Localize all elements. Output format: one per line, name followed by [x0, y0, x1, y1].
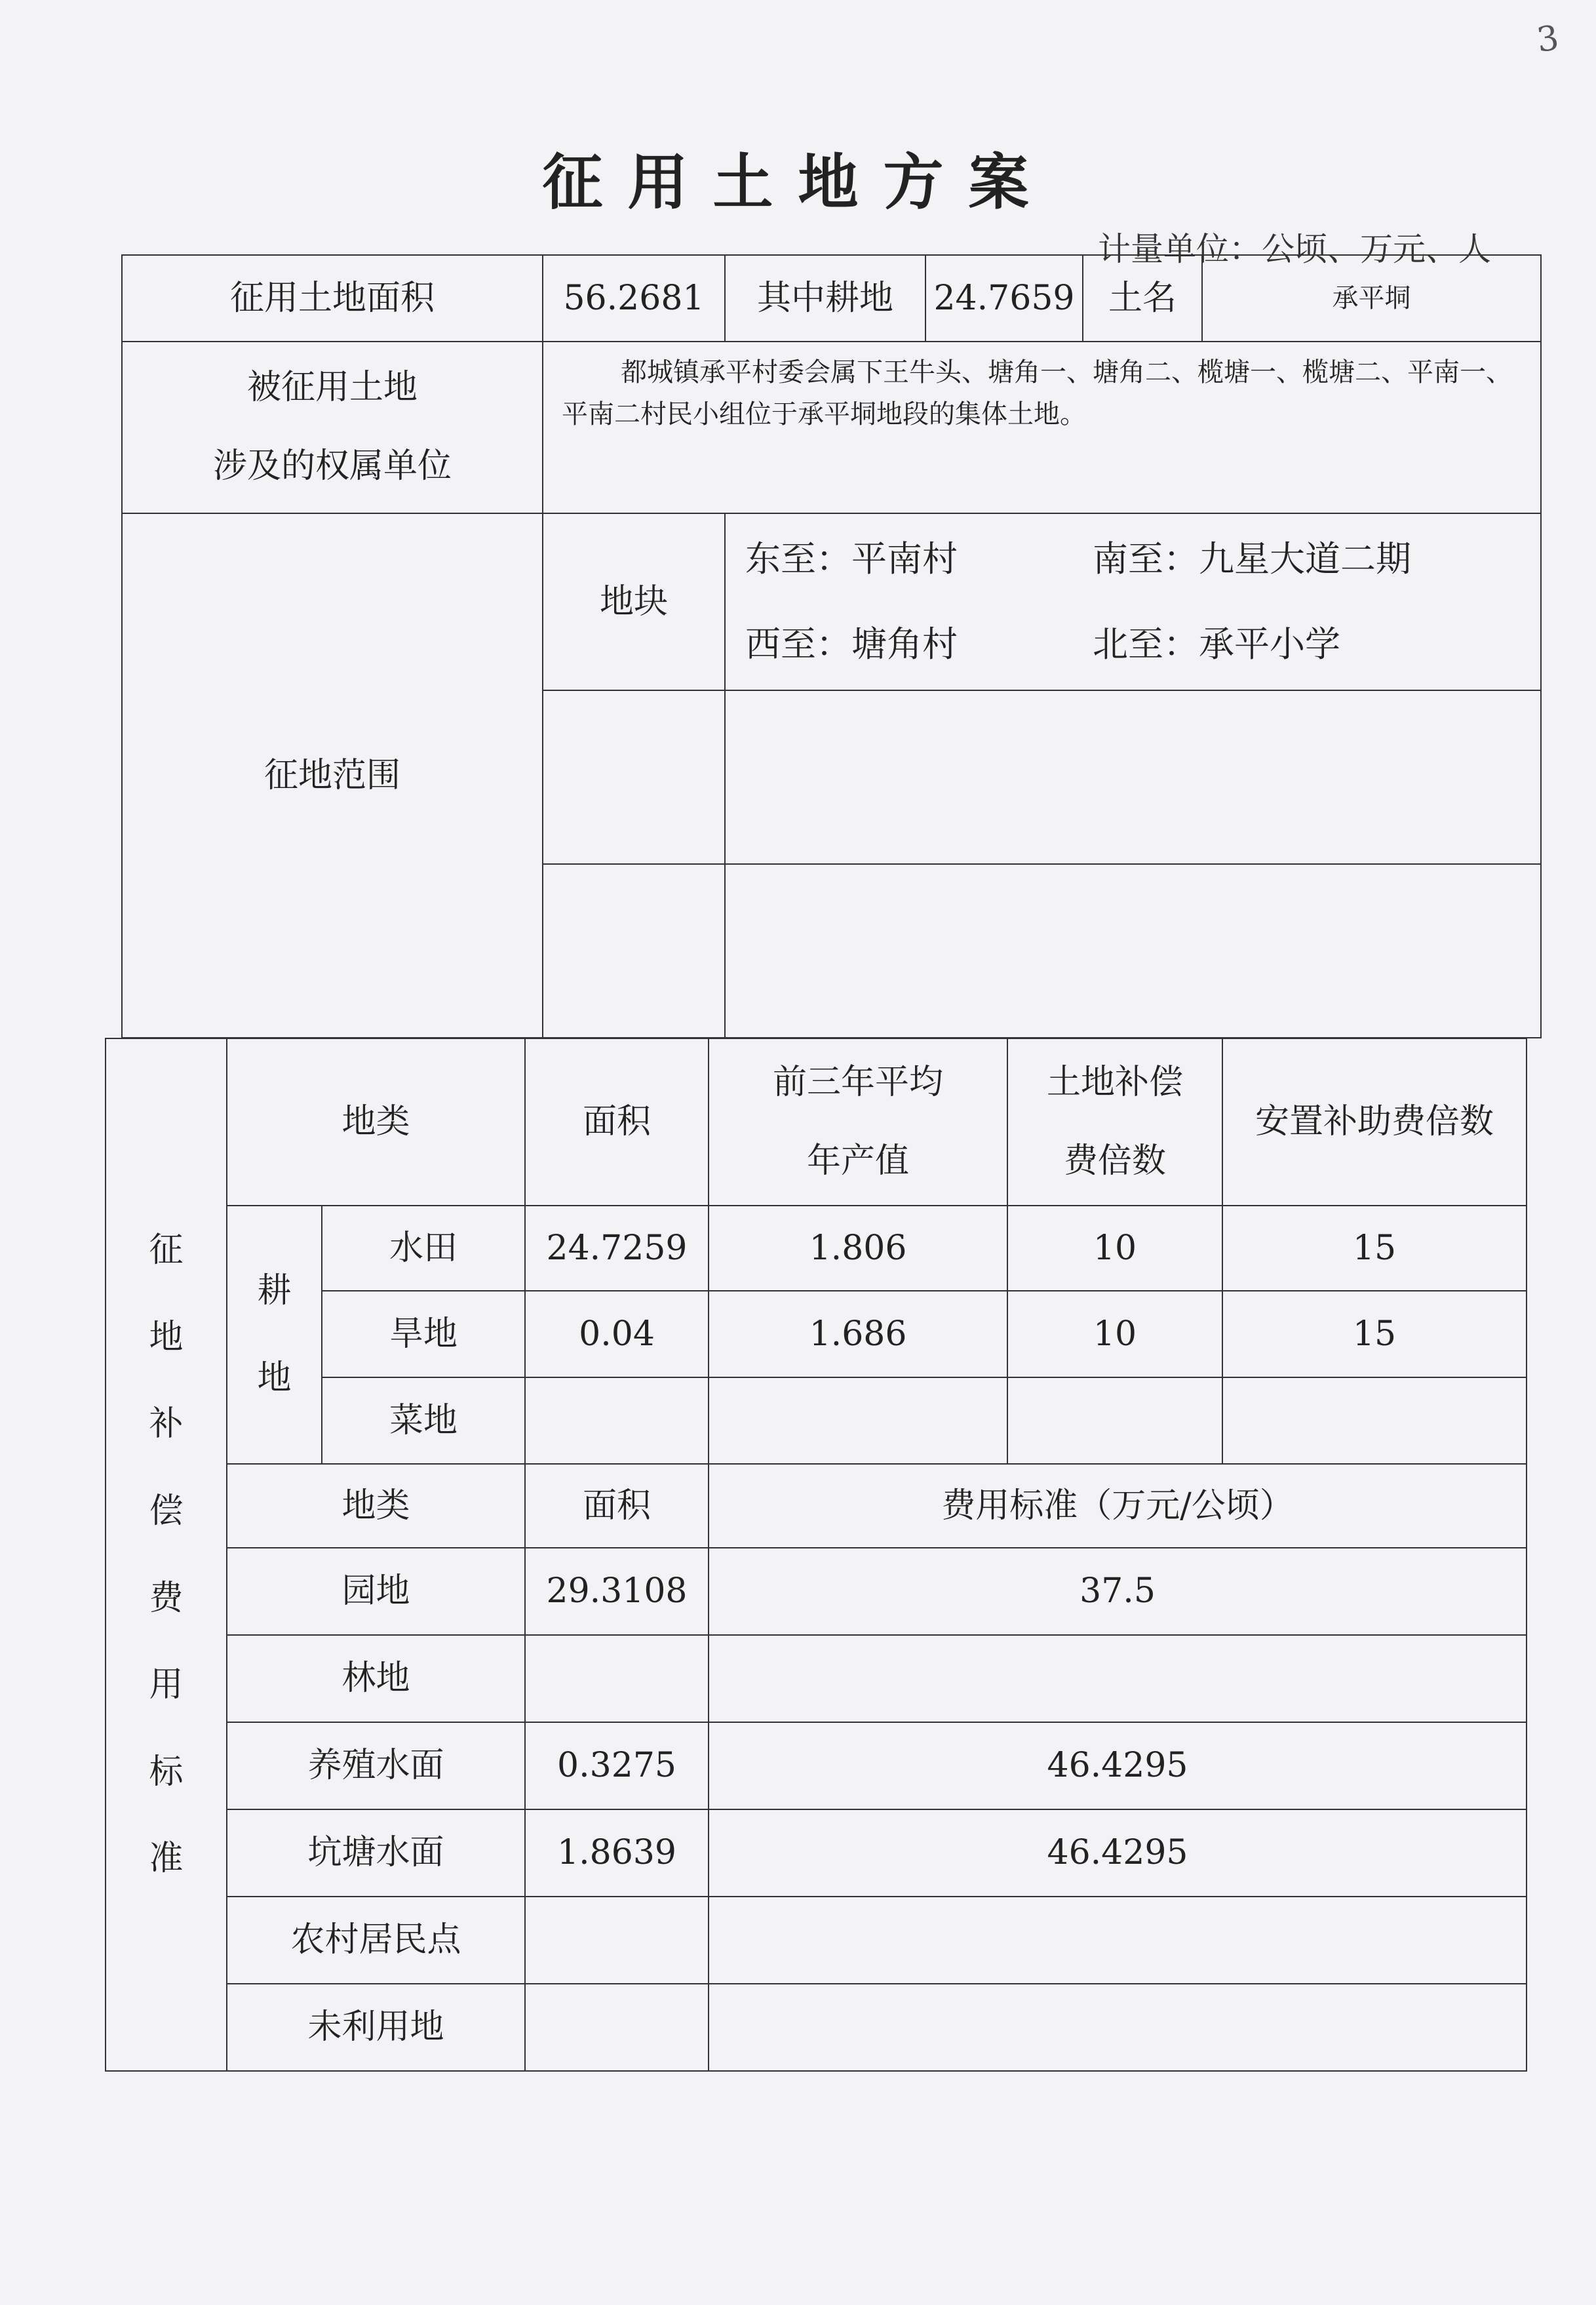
comp-header-row [106, 1038, 1527, 1206]
farmland-output [709, 1377, 1007, 1464]
other-row [106, 1809, 1527, 1897]
farmland-resettle: 15 [1222, 1206, 1527, 1291]
header-output-line1: 前三年平均 [773, 1062, 944, 1102]
other-row [106, 1635, 1527, 1722]
other-standard [709, 1897, 1527, 1984]
scope-label: 征地范围 [122, 513, 543, 1038]
farmland-type: 旱地 [322, 1291, 525, 1377]
other-area: 29.3108 [525, 1548, 709, 1635]
other-header-area: 面积 [525, 1464, 709, 1548]
area-value: 56.2681 [543, 255, 725, 342]
empty-plot-cell [543, 864, 725, 1038]
owners-label [122, 342, 543, 513]
boundary-east: 东至：平南村 [745, 538, 958, 580]
owners-label-line1: 被征用土地 [246, 368, 418, 408]
other-standard: 37.5 [709, 1548, 1527, 1635]
other-row [106, 1722, 1527, 1809]
other-type: 园地 [227, 1548, 525, 1635]
header-output-line2: 年产值 [807, 1141, 910, 1181]
owners-row [122, 342, 1541, 513]
other-standard: 46.4295 [709, 1809, 1527, 1897]
other-type: 养殖水面 [227, 1722, 525, 1809]
farmland-multiple [1007, 1377, 1222, 1464]
side-char: 补 [149, 1404, 184, 1444]
page-number-mark: 3 [1534, 18, 1562, 61]
farmland-output: 1.806 [709, 1206, 1007, 1291]
other-header-row [106, 1464, 1527, 1548]
place-value: 承平垌 [1202, 255, 1541, 342]
other-type: 林地 [227, 1635, 525, 1722]
empty-boundary-cell [725, 690, 1541, 864]
other-area: 1.8639 [525, 1809, 709, 1897]
empty-plot-cell [543, 690, 725, 864]
comp-side-label [106, 1038, 227, 2071]
farmland-area: 24.7259 [525, 1206, 709, 1291]
other-row [106, 1897, 1527, 1984]
side-char: 征 [149, 1231, 184, 1271]
farmland-row [106, 1206, 1527, 1291]
other-header-standard: 费用标准（万元/公顷） [709, 1464, 1527, 1548]
farmland-multiple: 10 [1007, 1291, 1222, 1377]
other-standard: 46.4295 [709, 1722, 1527, 1809]
summary-row [122, 255, 1541, 342]
header-multiple-line1: 土地补偿 [1047, 1062, 1184, 1102]
group-char: 地 [257, 1358, 292, 1398]
land-summary-table [121, 254, 1542, 1038]
other-row [106, 1548, 1527, 1635]
side-char: 费 [149, 1578, 184, 1618]
header-output [709, 1038, 1007, 1206]
side-char: 用 [149, 1665, 184, 1705]
side-char: 偿 [149, 1491, 184, 1531]
other-header-land-type: 地类 [227, 1464, 525, 1548]
other-area [525, 1984, 709, 2071]
boundary-north: 北至：承平小学 [1093, 623, 1340, 665]
plot-label: 地块 [543, 513, 725, 690]
other-row [106, 1984, 1527, 2071]
boundary-south: 南至：九星大道二期 [1093, 538, 1411, 580]
owners-label-line2: 涉及的权属单位 [212, 446, 452, 486]
other-area [525, 1897, 709, 1984]
farmland-type: 水田 [322, 1206, 525, 1291]
unit-note: 计量单位：公顷、万元、人 [1098, 230, 1491, 268]
other-area: 0.3275 [525, 1722, 709, 1809]
document-title: 征用土地方案 [542, 148, 1054, 218]
farmland-group-label [227, 1206, 322, 1464]
other-type: 坑塘水面 [227, 1809, 525, 1897]
owners-text: 都城镇承平村委会属下王牛头、塘角一、塘角二、榄塘一、榄塘二、平南一、平南二村民小组位于承平垌地段的集体土地。 [543, 342, 1541, 513]
farmland-resettle: 15 [1222, 1291, 1527, 1377]
farmland-output: 1.686 [709, 1291, 1007, 1377]
other-type: 未利用地 [227, 1984, 525, 2071]
empty-boundary-cell [725, 864, 1541, 1038]
boundary-west: 西至：塘角村 [745, 623, 958, 665]
header-multiple-line2: 费倍数 [1064, 1141, 1167, 1181]
other-area [525, 1635, 709, 1722]
farmland-type: 菜地 [322, 1377, 525, 1464]
side-char: 标 [149, 1752, 184, 1792]
farmland-area [525, 1377, 709, 1464]
header-resettlement: 安置补助费倍数 [1222, 1038, 1527, 1206]
other-standard [709, 1984, 1527, 2071]
header-land-type: 地类 [227, 1038, 525, 1206]
farmland-value: 24.7659 [925, 255, 1083, 342]
place-label: 土名 [1083, 255, 1202, 342]
side-char: 准 [149, 1839, 184, 1879]
farmland-multiple: 10 [1007, 1206, 1222, 1291]
farmland-label: 其中耕地 [725, 255, 925, 342]
header-area: 面积 [525, 1038, 709, 1206]
group-char: 耕 [257, 1271, 292, 1311]
scope-row-1 [122, 513, 1541, 690]
other-type: 农村居民点 [227, 1897, 525, 1984]
compensation-table [105, 1038, 1527, 2072]
area-label: 征用土地面积 [122, 255, 543, 342]
other-standard [709, 1635, 1527, 1722]
boundary-cell [725, 513, 1541, 690]
farmland-resettle [1222, 1377, 1527, 1464]
side-char: 地 [149, 1317, 184, 1357]
header-multiple [1007, 1038, 1222, 1206]
farmland-area: 0.04 [525, 1291, 709, 1377]
